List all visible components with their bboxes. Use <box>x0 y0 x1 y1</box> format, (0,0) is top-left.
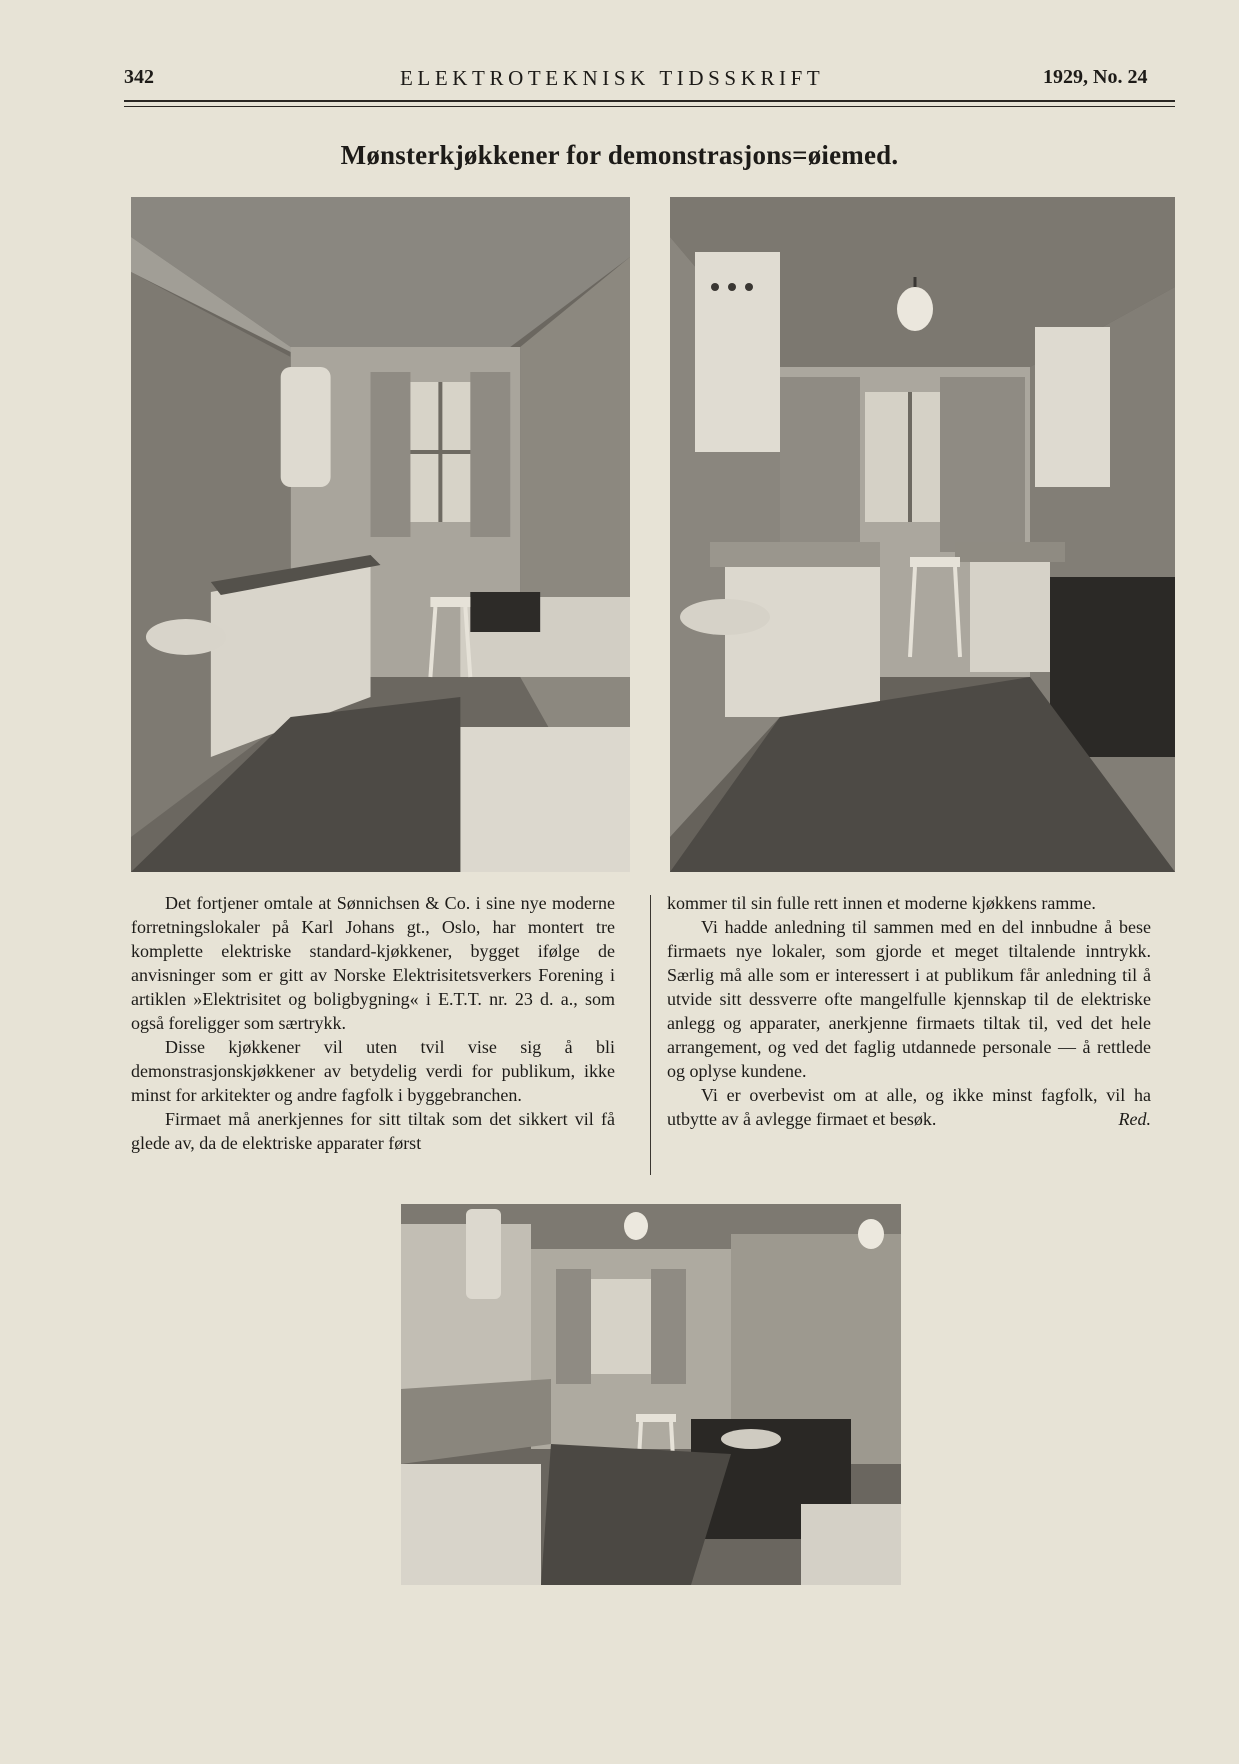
signature: Red. <box>1118 1109 1151 1129</box>
header-rule <box>124 100 1175 102</box>
text-column-left <box>131 891 615 1155</box>
header-rule-thin <box>124 106 1175 107</box>
kitchen-photo-3 <box>401 1204 901 1585</box>
paragraph-continuation: kommer til sin fulle rett innen et moderne kjøkkens ramme. <box>667 893 1096 913</box>
journal-title: ELEKTROTEKNISK TIDSSKRIFT <box>400 66 825 90</box>
kitchen-photo-2-image <box>670 197 1175 872</box>
kitchen-photo-1 <box>131 197 630 872</box>
paragraph-last <box>667 1083 1151 1131</box>
kitchen-photo-2 <box>670 197 1175 872</box>
kitchen-photo-1-image <box>131 197 630 872</box>
issue-number: 1929, No. 24 <box>1043 66 1148 88</box>
paragraph: Disse kjøkkener vil uten tvil vise sig å bli demonstrasjonskjøkkener av betydelig verdi for publikum, ikke minst for arkitekter og andre fagfolk i byggebranchen. <box>131 1037 615 1105</box>
paragraph: Firmaet må anerkjennes for sitt tiltak som det sikkert vil få glede av, da de elektriske apparater først <box>131 1109 615 1153</box>
paragraph: Det fortjener omtale at Sønnichsen & Co. i sine nye moderne forretningslokaler på Karl Johans gt., Oslo, har montert tre komplette elektriske standard-kjøkkener, bygget ifølge de anvisninger som er gitt av Norske Elektrisitetsverkers Forening i artiklen »Elektrisitet og boligbygning« i E.T.T. nr. 23 d. a., som også foreligger som særtrykk. <box>131 893 615 1033</box>
text-column-right <box>667 891 1151 1131</box>
article-title: Mønsterkjøkkener for demonstrasjons=øiemed. <box>340 140 899 170</box>
page-number: 342 <box>124 66 154 88</box>
kitchen-photo-3-image <box>401 1204 901 1585</box>
last-paragraph-text: Vi er overbevist om at alle, og ikke minst fagfolk, vil ha utbytte av å avlegge firmaet et besøk. <box>667 1085 1151 1129</box>
column-divider <box>650 895 651 1175</box>
paragraph: Vi hadde anledning til sammen med en del innbudne å bese firmaets nye lokaler, som gjorde et meget tiltalende inntrykk. Særlig må alle som er interessert i at publikum får anledning til å utvide sitt dessverre ofte mangelfulle kjennskap til de elektriske anlegg og apparater, anerkjenne firmaets tiltak til, ved det hele arrangement, og ved det faglig utdannede personale — å rettlede og oplyse kundene. <box>667 917 1151 1081</box>
